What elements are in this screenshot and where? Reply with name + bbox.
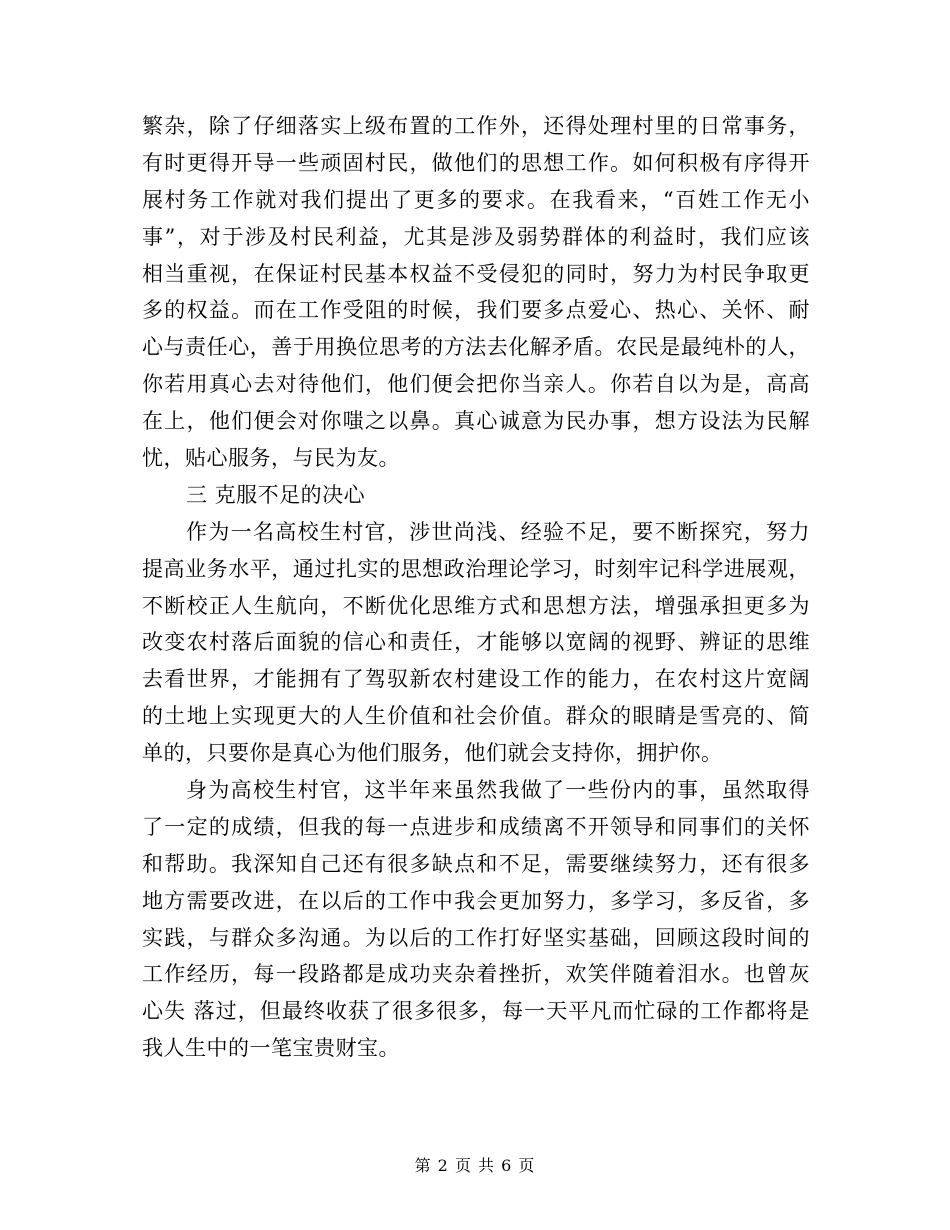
page-number-footer: 第 2 页 共 6 页	[414, 1156, 536, 1175]
body-line: 有时更得开导一些顽固村民，做他们的思想工作。如何积极有序得开	[142, 150, 810, 175]
body-line: 展村务工作就对我们提出了更多的要求。在我看来，“百姓工作无小	[142, 187, 810, 212]
document-body	[142, 108, 810, 1067]
body-line: 改变农村落后面貌的信心和责任，才能够以宽阔的视野、辨证的思维	[142, 630, 810, 655]
body-line: 心失 落过，但最终收获了很多很多，每一天平凡而忙碌的工作都将是	[142, 999, 810, 1024]
section-heading: 三 克服不足的决心	[186, 482, 366, 507]
body-line: 我人生中的一笔宝贵财宝。	[142, 1036, 400, 1061]
body-line: 单的，只要你是真心为他们服务，他们就会支持你，拥护你。	[142, 741, 723, 766]
body-line: 事”，对于涉及村民利益，尤其是涉及弱势群体的利益时，我们应该	[142, 224, 810, 249]
body-line: 的土地上实现更大的人生价值和社会价值。群众的眼睛是雪亮的、简	[142, 704, 810, 729]
body-line: 繁杂，除了仔细落实上级布置的工作外，还得处理村里的日常事务，	[142, 114, 810, 138]
body-line: 身为高校生村官，这半年来虽然我做了一些份内的事，虽然取得	[186, 778, 810, 803]
body-line: 实践，与群众多沟通。为以后的工作打好坚实基础，回顾这段时间的	[142, 925, 810, 950]
body-line: 和帮助。我深知自己还有很多缺点和不足，需要继续努力，还有很多	[142, 851, 810, 876]
body-line: 去看世界，才能拥有了驾驭新农村建设工作的能力，在农村这片宽阔	[142, 667, 810, 692]
body-line: 作为一名高校生村官，涉世尚浅、经验不足，要不断探究，努力	[186, 519, 810, 544]
body-line: 相当重视，在保证村民基本权益不受侵犯的同时，努力为村民争取更	[142, 261, 810, 286]
body-line: 多的权益。而在工作受阻的时候，我们要多点爱心、热心、关怀、耐	[142, 298, 810, 323]
body-line: 忧，贴心服务，与民为友。	[142, 446, 400, 471]
body-line: 不断校正人生航向，不断优化思维方式和思想方法，增强承担更多为	[142, 593, 810, 618]
body-line: 地方需要改进，在以后的工作中我会更加努力，多学习，多反省，多	[142, 888, 810, 913]
body-line: 心与责任心，善于用换位思考的方法去化解矛盾。农民是最纯朴的人，	[142, 335, 810, 360]
body-line: 你若用真心去对待他们，他们便会把你当亲人。你若自以为是，高高	[142, 372, 810, 397]
body-line: 提高业务水平，通过扎实的思想政治理论学习，时刻牢记科学进展观，	[142, 556, 810, 581]
body-line: 工作经历，每一段路都是成功夹杂着挫折，欢笑伴随着泪水。也曾灰	[142, 962, 810, 987]
body-line: 在上，他们便会对你嗤之以鼻。真心诚意为民办事，想方设法为民解	[142, 409, 810, 434]
body-line: 了一定的成绩，但我的每一点进步和成绩离不开领导和同事们的关怀	[142, 814, 810, 839]
